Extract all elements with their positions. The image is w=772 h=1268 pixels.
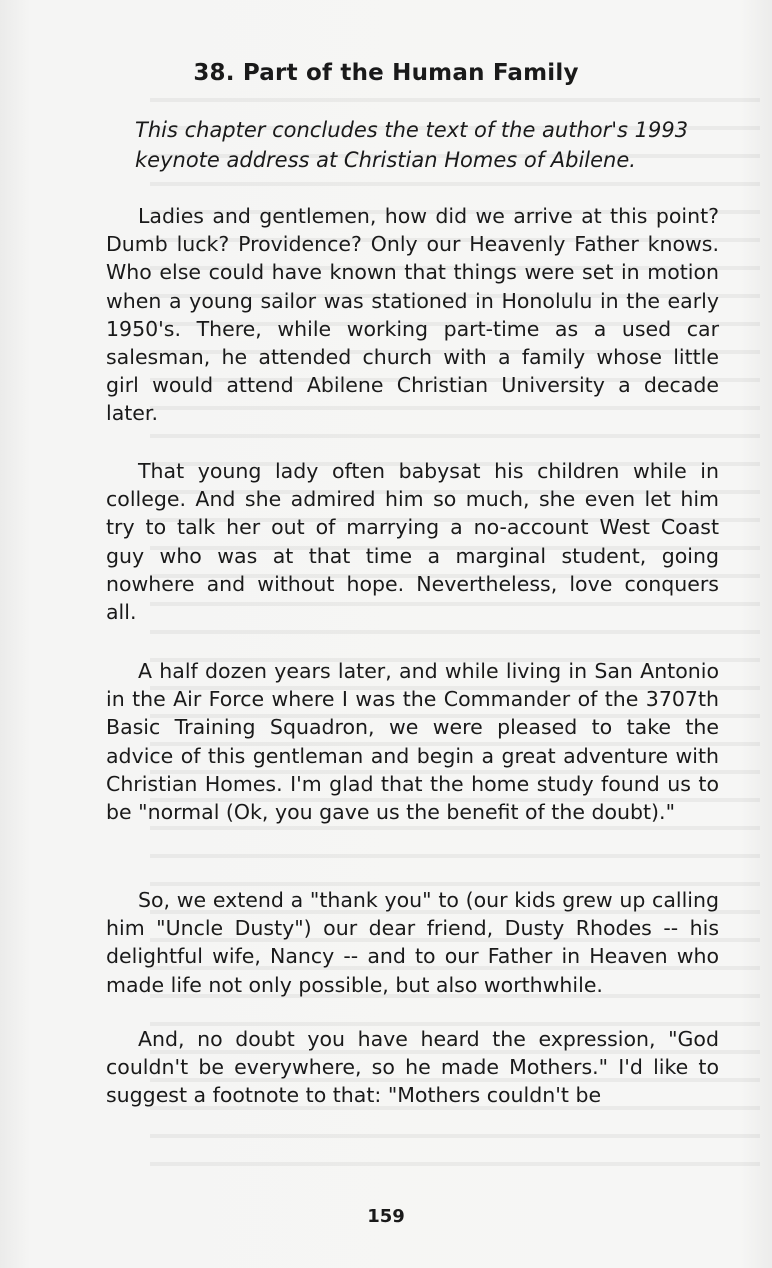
paragraph bbox=[106, 202, 719, 428]
paragraph-text: Ladies and gentlemen, how did we arrive at this point? Dumb luck? Providence? Only our Heavenly Father knows. Who else could have known that things were set in motion when a young sailor was stationed in Honolulu in the early 1950's. There, while working part-time as a used car salesman, he attended church with a family whose little girl would attend Abilene Christian University a decade later. bbox=[106, 204, 719, 426]
paragraph bbox=[106, 886, 719, 999]
paragraph-text: And, no doubt you have heard the expression, "God couldn't be everywhere, so he made Mothers." I'd like to suggest a footnote to that: "Mothers couldn't be bbox=[106, 1027, 719, 1108]
paragraph bbox=[106, 657, 719, 826]
chapter-intro: This chapter concludes the text of the author's 1993 keynote address at Christian Homes of Abilene. bbox=[135, 118, 689, 172]
paragraph-text: That young lady often babysat his children while in college. And she admired him so much, she even let him try to talk her out of marrying a no-account West Coast guy who was at that time a marginal student, going nowhere and without hope. Nevertheless, love conquers all. bbox=[106, 459, 719, 625]
paragraph-text: So, we extend a "thank you" to (our kids grew up calling him "Uncle Dusty") our dear friend, Dusty Rhodes -- his delightful wife, Nancy -- and to our Father in Heaven who made life not only possible, but also worthwhile. bbox=[106, 888, 719, 997]
paragraph bbox=[106, 1025, 719, 1109]
paragraph bbox=[106, 457, 719, 626]
page-number: 159 bbox=[367, 1206, 405, 1227]
paragraph-text: A half dozen years later, and while living in San Antonio in the Air Force where I was the Commander of the 3707th Basic Training Squadron, we were pleased to take the advice of this gentleman and begin a great adventure with Christian Homes. I'm glad that the home study found us to be "normal (Ok, you gave us the benefit of the doubt)." bbox=[106, 659, 719, 825]
chapter-title: 38. Part of the Human Family bbox=[193, 60, 579, 86]
